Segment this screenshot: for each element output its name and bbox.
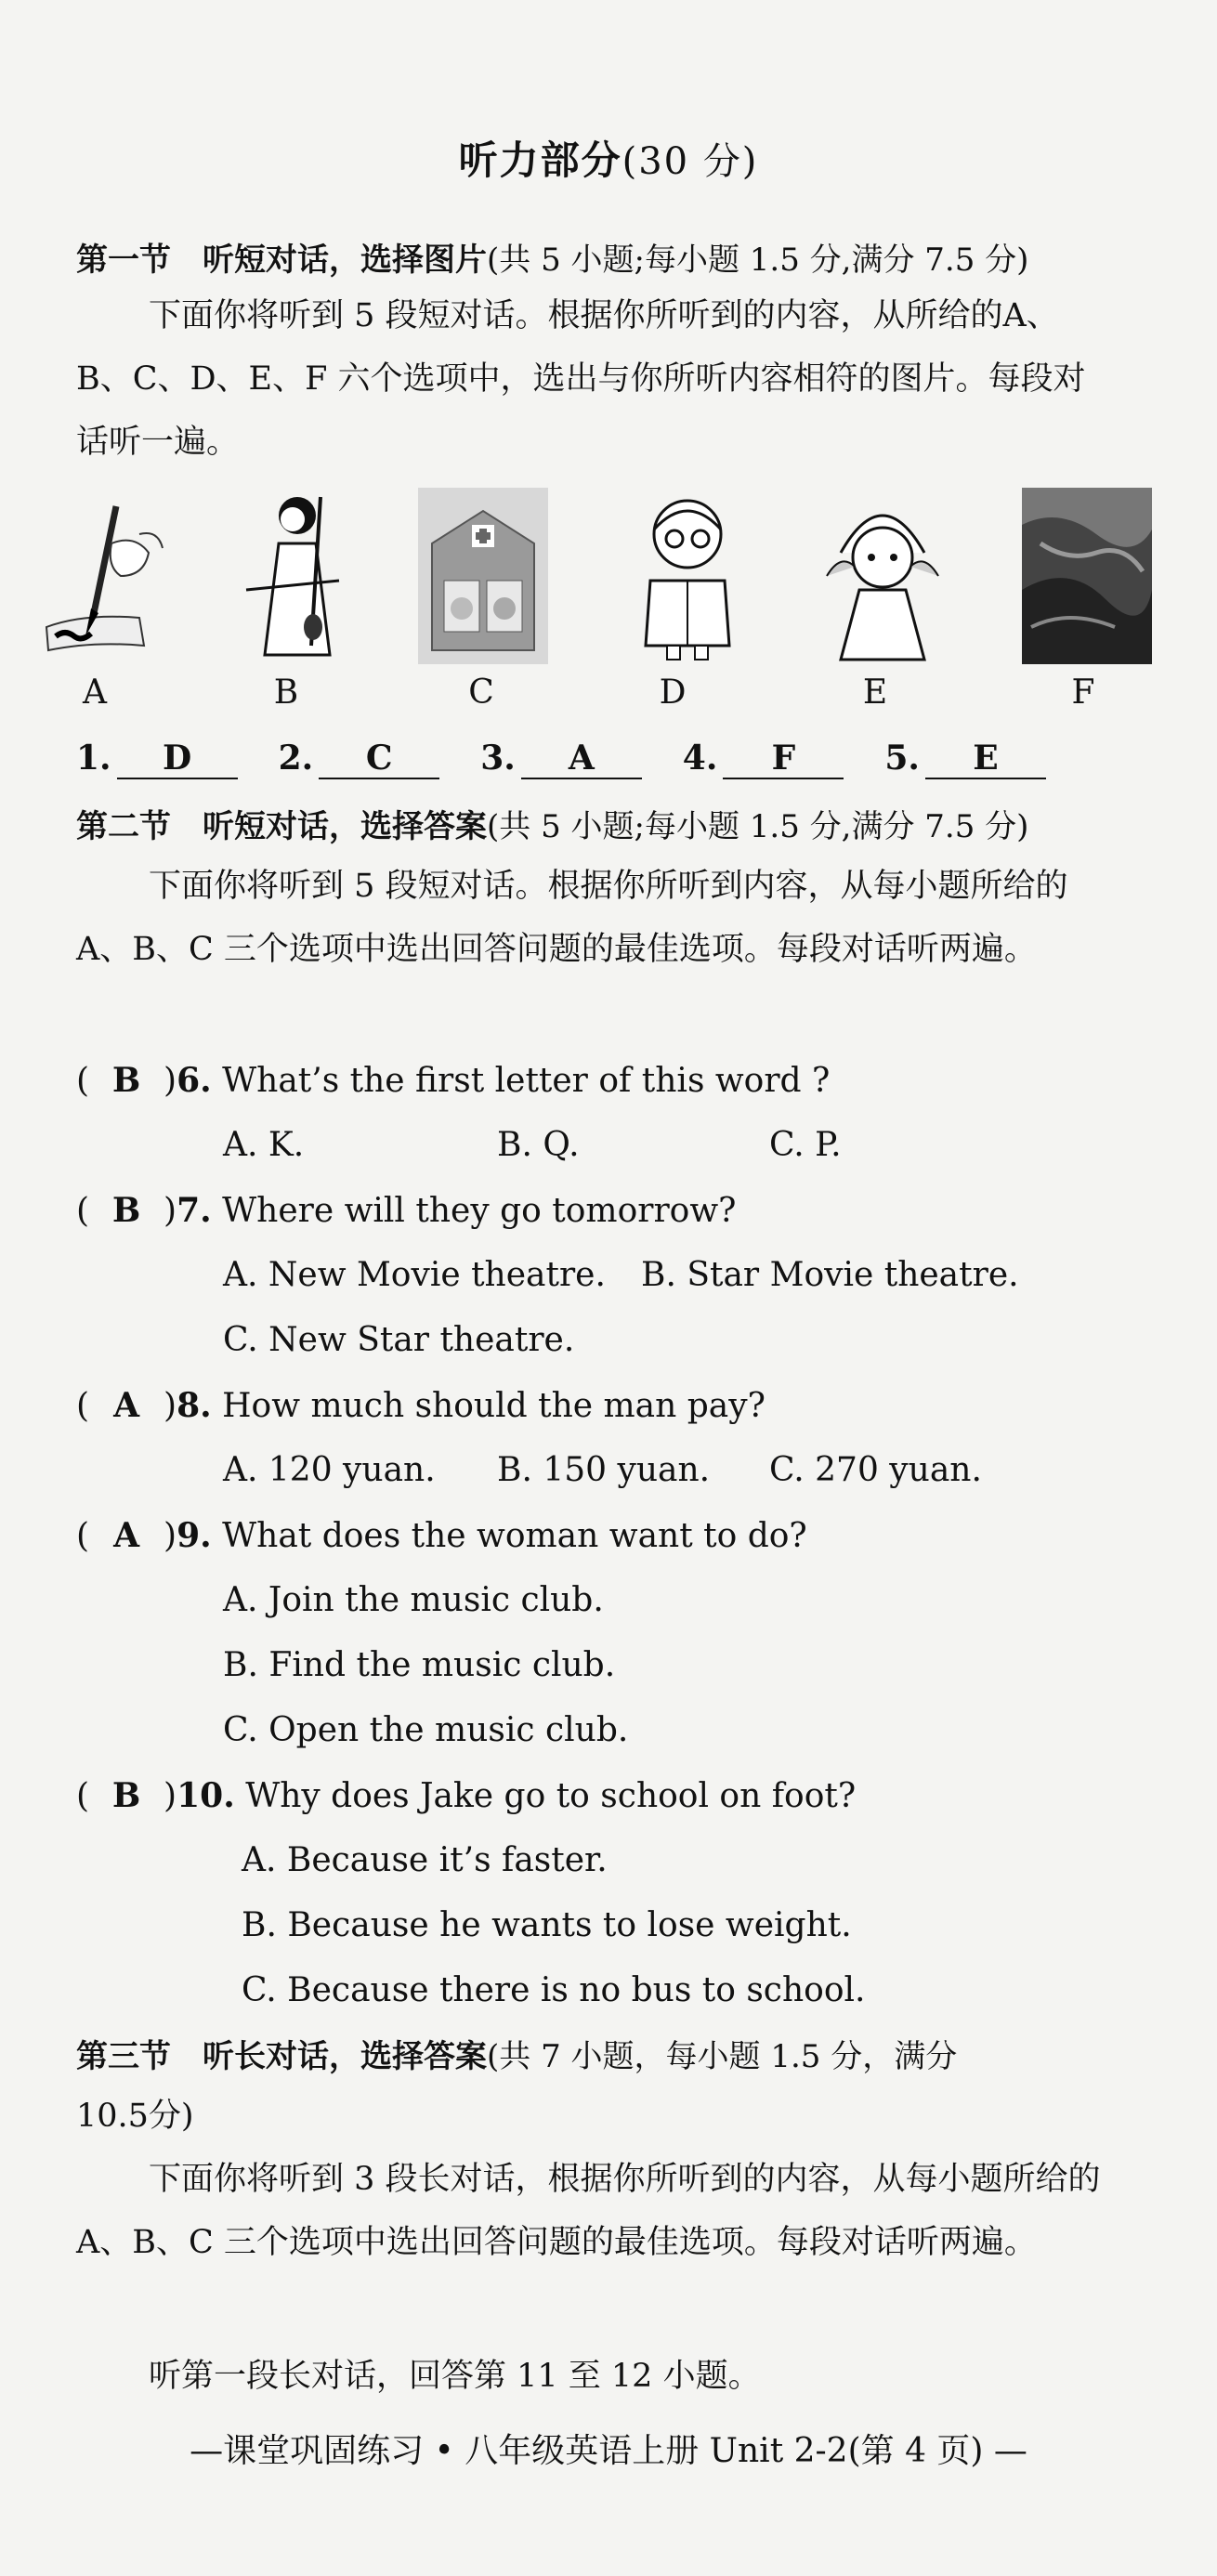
title-main: 听力部分 xyxy=(458,137,622,183)
answer-item xyxy=(480,739,642,779)
answer-blank[interactable]: A xyxy=(113,1386,140,1425)
option-a[interactable]: A. Join the music club. xyxy=(223,1581,604,1619)
answer-blank[interactable]: B xyxy=(111,1191,141,1230)
section2-note: (共 5 小题;每小题 1.5 分,满分 7.5 分) xyxy=(487,808,1029,845)
picture-label-f: F xyxy=(1071,673,1095,712)
question-number: 6. xyxy=(177,1061,212,1100)
option-b[interactable]: B. Star Movie theatre. xyxy=(641,1256,1019,1294)
doctor-icon xyxy=(622,488,752,664)
section2-task: 听短对话，选择答案 xyxy=(203,808,487,845)
answer-blank[interactable]: A xyxy=(521,739,642,779)
picture-row xyxy=(37,488,1180,673)
section2-heading xyxy=(76,801,1028,846)
question-number: 9. xyxy=(177,1516,212,1555)
option-c[interactable]: C. Because there is no bus to school. xyxy=(242,1971,866,2009)
question-10: ( B )10. Why does Jake go to school on foot? xyxy=(76,1776,857,1815)
answer-blank[interactable]: C xyxy=(319,739,439,779)
option-c[interactable]: C. Open the music club. xyxy=(223,1711,629,1749)
option-b[interactable]: B. Because he wants to lose weight. xyxy=(242,1906,852,1944)
question-number: 7. xyxy=(177,1191,212,1230)
question-7: ( B )7. Where will they go tomorrow? xyxy=(76,1191,737,1230)
question-text: Why does Jake go to school on foot? xyxy=(245,1777,857,1815)
section3-heading xyxy=(76,2031,957,2076)
answer-item xyxy=(884,739,1046,779)
section1-instructions: 下面你将听到 5 段短对话。根据你所听到的内容，从所给的A、B、C、D、E、F 六个选项中，选出与你所听内容相符的图片。每段对话听一遍。 xyxy=(76,297,1086,461)
question-6: ( B )6. What’s the first letter of this word ? xyxy=(76,1061,831,1100)
question-text: What’s the first letter of this word ? xyxy=(222,1062,831,1100)
section3-instructions: 下面你将听到 3 段长对话，根据你所听到的内容，从每小题所给的 A、B、C 三个选项中选出回答问题的最佳选项。每段对话听两遍。 xyxy=(76,2161,1101,2261)
question-8: ( A )8. How much should the man pay? xyxy=(76,1386,766,1425)
title-score: (30 分) xyxy=(622,140,759,183)
peking-opera-icon xyxy=(818,488,948,664)
option-c[interactable]: C. New Star theatre. xyxy=(223,1321,575,1359)
section1-note: (共 5 小题;每小题 1.5 分,满分 7.5 分) xyxy=(487,242,1029,279)
answer-blank[interactable]: E xyxy=(925,739,1046,779)
picture-label-d: D xyxy=(659,673,687,712)
option-a[interactable]: A. New Movie theatre. xyxy=(223,1256,606,1294)
option-b[interactable]: B. Find the music club. xyxy=(223,1646,616,1684)
answer-blank[interactable]: D xyxy=(117,739,238,779)
page-title xyxy=(0,130,1217,186)
picture-label-e: E xyxy=(862,673,888,712)
picture-label-b: B xyxy=(273,673,299,712)
section1-heading xyxy=(76,234,1028,280)
answer-item xyxy=(279,739,440,779)
answer-blank[interactable]: B xyxy=(111,1776,141,1815)
picture-label-a: A xyxy=(83,673,107,712)
answer-number: 3. xyxy=(480,739,516,778)
answer-blank[interactable]: F xyxy=(723,739,844,779)
section3-task: 听长对话，选择答案 xyxy=(203,2038,487,2075)
option-a[interactable]: A. Because it’s faster. xyxy=(242,1841,608,1879)
option-c[interactable]: C. 270 yuan. xyxy=(769,1451,982,1489)
option-a[interactable]: A. 120 yuan. xyxy=(223,1451,436,1489)
pet-hospital-icon xyxy=(418,488,548,664)
question-text: How much should the man pay? xyxy=(222,1387,766,1425)
answer-number: 2. xyxy=(278,739,314,778)
section3-label: 第三节 xyxy=(76,2038,171,2075)
question-number: 10. xyxy=(177,1776,235,1815)
option-a[interactable]: A. K. xyxy=(223,1126,305,1164)
erhu-player-icon xyxy=(228,488,358,664)
section3-subheading: 听第一段长对话，回答第 11 至 12 小题。 xyxy=(149,2358,761,2395)
section2-label: 第二节 xyxy=(76,808,171,845)
section1-answers xyxy=(76,739,1087,779)
page-footer: —课堂巩固练习 • 八年级英语上册 Unit 2-2(第 4 页) — xyxy=(190,2432,1027,2470)
option-b[interactable]: B. Q. xyxy=(497,1126,580,1164)
old-painting-icon xyxy=(1022,488,1152,664)
answer-number: 4. xyxy=(682,739,718,778)
section3-note: (共 7 小题，每小题 1.5 分，满分 xyxy=(487,2038,958,2075)
section1-label: 第一节 xyxy=(76,242,171,279)
question-number: 8. xyxy=(177,1386,212,1425)
section2-instructions: 下面你将听到 5 段短对话。根据你所听到内容，从每小题所给的 A、B、C 三个选项中选出回答问题的最佳选项。每段对话听两遍。 xyxy=(76,868,1068,968)
calligraphy-brush-icon xyxy=(37,488,167,664)
question-text: What does the woman want to do? xyxy=(222,1517,807,1555)
option-b[interactable]: B. 150 yuan. xyxy=(497,1451,711,1489)
question-9: ( A )9. What does the woman want to do? xyxy=(76,1516,807,1555)
answer-blank[interactable]: B xyxy=(111,1061,141,1100)
answer-item xyxy=(683,739,844,779)
answer-blank[interactable]: A xyxy=(113,1516,140,1555)
answer-item xyxy=(76,739,238,779)
question-text: Where will they go tomorrow? xyxy=(222,1192,737,1230)
answer-number: 5. xyxy=(884,739,920,778)
option-c[interactable]: C. P. xyxy=(769,1126,842,1164)
picture-label-c: C xyxy=(468,673,494,712)
section3-note-cont: 10.5分) xyxy=(76,2098,194,2135)
answer-number: 1. xyxy=(76,739,111,778)
section1-task: 听短对话，选择图片 xyxy=(203,242,487,279)
